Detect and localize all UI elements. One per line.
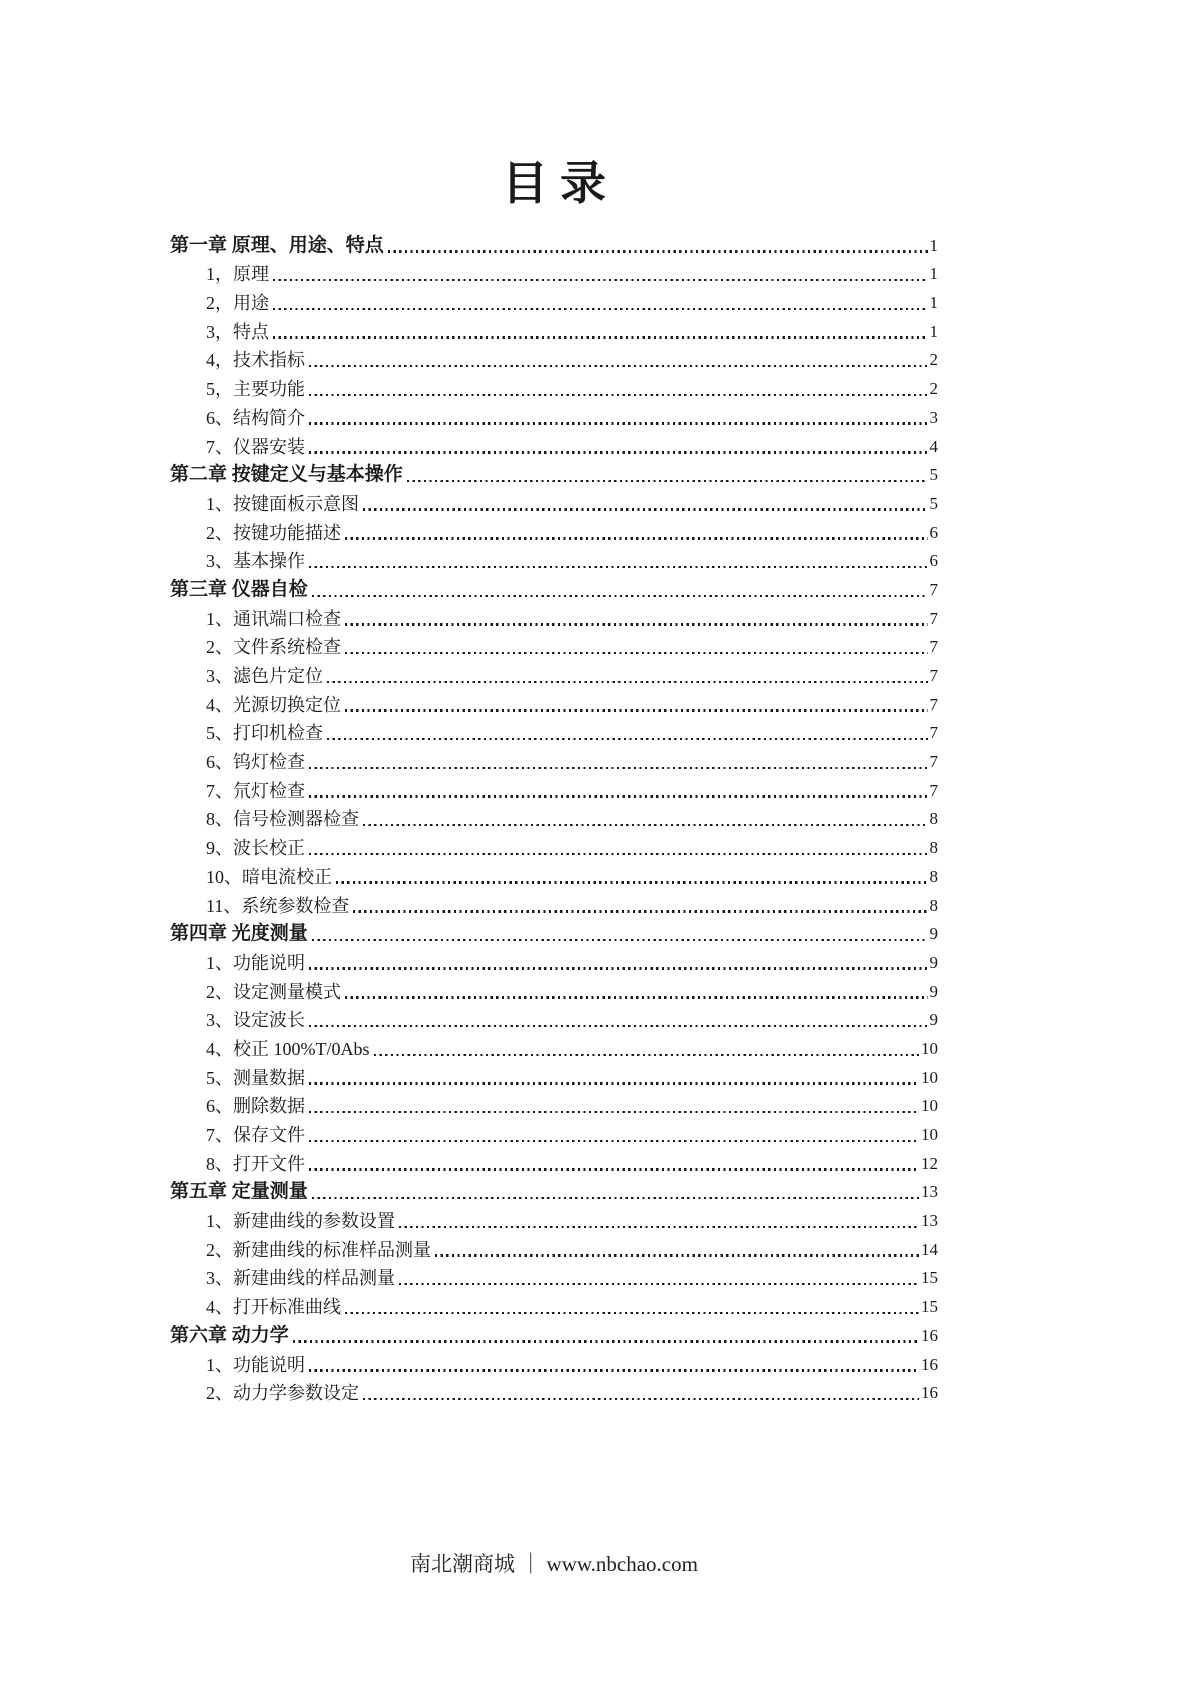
toc-dot-leader: [327, 738, 928, 740]
toc-page-number: 5: [929, 465, 938, 485]
toc-entry-label: 1、新建曲线的参数设置: [206, 1211, 395, 1232]
toc-page-number: 10: [921, 1038, 938, 1058]
toc-entry-label: 7、保存文件: [206, 1125, 305, 1145]
toc-page-number: 13: [921, 1211, 938, 1231]
toc-page-number: 7: [929, 666, 938, 685]
toc-list: [170, 229, 938, 1405]
toc-chapter-row: [170, 459, 938, 488]
toc-item-row: [170, 1090, 938, 1119]
toc-page-number: 7: [929, 694, 938, 714]
toc-entry-label: 3，特点: [206, 321, 269, 342]
toc-page-number: 7: [929, 780, 938, 800]
toc-page-number: 5: [929, 493, 938, 513]
toc-page-number: 13: [921, 1182, 938, 1202]
toc-dot-leader: [345, 996, 928, 998]
toc-item-row: [170, 889, 938, 918]
toc-dot-leader: [407, 480, 928, 482]
toc-chapter-row: [170, 918, 938, 947]
toc-page-number: 7: [929, 579, 938, 599]
toc-entry-label: 6、钨灯检查: [206, 752, 305, 773]
toc-page-number: 8: [929, 809, 938, 829]
toc-entry-label: 4、打开标准曲线: [206, 1297, 341, 1318]
toc-dot-leader: [309, 566, 928, 568]
toc-dot-leader: [293, 1340, 919, 1342]
toc-entry-label: 1，原理: [206, 264, 269, 285]
toc-item-row: [170, 1032, 938, 1061]
toc-page-number: 15: [921, 1268, 938, 1288]
toc-item-row: [170, 631, 938, 660]
toc-item-row: [170, 487, 938, 516]
toc-page-number: 10: [921, 1067, 938, 1087]
toc-entry-label: 4、光源切换定位: [206, 694, 341, 715]
toc-entry-label: 1、按键面板示意图: [206, 493, 359, 514]
toc-page-number: 16: [921, 1354, 938, 1374]
toc-entry-label: 第一章 原理、用途、特点: [170, 234, 384, 256]
toc-dot-leader: [399, 1226, 919, 1228]
toc-entry-label: 第四章 光度测量: [170, 923, 308, 945]
toc-item-row: [170, 1004, 938, 1033]
toc-entry-label: 3、基本操作: [206, 551, 305, 572]
toc-entry-label: 第六章 动力学: [170, 1324, 289, 1346]
toc-dot-leader: [273, 279, 928, 281]
toc-page-number: 3: [929, 407, 938, 427]
toc-page-number: 2: [929, 379, 938, 399]
footer-branding: 南北潮商城 ｜ www.nbchao.com: [410, 1552, 698, 1576]
toc-page-number: 7: [929, 752, 938, 772]
toc-dot-leader: [309, 1082, 919, 1084]
toc-page-number: 10: [921, 1096, 938, 1116]
toc-item-row: [170, 717, 938, 746]
toc-dot-leader: [309, 1369, 919, 1371]
toc-dot-leader: [345, 623, 928, 625]
toc-entry-label: 6、删除数据: [206, 1096, 305, 1117]
toc-entry-label: 3、新建曲线的样品测量: [206, 1268, 395, 1289]
page-title: 目录: [502, 158, 618, 209]
toc-content: [170, 156, 938, 1405]
toc-item-row: [170, 774, 938, 803]
toc-page-number: 8: [929, 866, 938, 886]
toc-dot-leader: [309, 394, 928, 396]
toc-chapter-row: [170, 1319, 938, 1348]
toc-item-row: [170, 1348, 938, 1377]
toc-chapter-row: [170, 1176, 938, 1205]
toc-dot-leader: [435, 1254, 919, 1256]
toc-item-row: [170, 831, 938, 860]
toc-entry-label: 3、设定波长: [206, 1010, 305, 1031]
toc-page-number: 10: [921, 1125, 938, 1144]
toc-entry-label: 10、暗电流校正: [206, 866, 332, 887]
toc-entry-label: 5、测量数据: [206, 1067, 305, 1088]
toc-page-number: 2: [929, 350, 938, 370]
toc-entry-label: 4，技术指标: [206, 350, 305, 371]
toc-item-row: [170, 1262, 938, 1291]
toc-item-row: [170, 258, 938, 287]
toc-item-row: [170, 602, 938, 631]
toc-dot-leader: [273, 336, 928, 338]
toc-dot-leader: [309, 767, 928, 769]
toc-page-number: 1: [929, 235, 938, 255]
toc-dot-leader: [309, 1140, 919, 1142]
toc-page-number: 1: [929, 293, 938, 313]
toc-dot-leader: [312, 595, 928, 597]
toc-dot-leader: [309, 967, 928, 969]
toc-entry-label: 2、动力学参数设定: [206, 1383, 359, 1404]
toc-item-row: [170, 1204, 938, 1233]
toc-page-number: 12: [921, 1153, 938, 1173]
toc-page-number: 7: [929, 723, 938, 743]
toc-entry-label: 11、系统参数检查: [206, 895, 350, 916]
toc-entry-label: 6、结构简介: [206, 407, 305, 428]
toc-dot-leader: [345, 537, 928, 539]
toc-page-number: 15: [921, 1297, 938, 1317]
toc-page-number: 9: [929, 981, 938, 1001]
toc-entry-label: 7、仪器安装: [206, 436, 305, 457]
toc-item-row: [170, 315, 938, 344]
toc-item-row: [170, 430, 938, 459]
toc-entry-label: 4、校正 100%T/0Abs: [206, 1038, 370, 1059]
toc-dot-leader: [345, 709, 928, 711]
toc-dot-leader: [273, 308, 928, 310]
toc-page-number: 8: [929, 895, 938, 915]
toc-entry-label: 第三章 仪器自检: [170, 578, 308, 600]
toc-dot-leader: [388, 250, 928, 252]
toc-dot-leader: [363, 508, 928, 510]
toc-dot-leader: [312, 939, 928, 941]
toc-page-number: 8: [929, 838, 938, 858]
toc-item-row: [170, 1290, 938, 1319]
toc-dot-leader: [309, 853, 928, 855]
toc-page-number: 1: [929, 264, 938, 284]
toc-item-row: [170, 860, 938, 889]
toc-item-row: [170, 975, 938, 1004]
toc-entry-label: 3、滤色片定位: [206, 666, 323, 686]
toc-entry-label: 7、氘灯检查: [206, 780, 305, 801]
toc-dot-leader: [309, 365, 928, 367]
toc-dot-leader: [309, 795, 928, 797]
toc-item-row: [170, 946, 938, 975]
toc-page-number: 16: [921, 1383, 938, 1403]
toc-page-number: 9: [929, 952, 938, 972]
toc-item-row: [170, 545, 938, 574]
toc-entry-label: 5，主要功能: [206, 379, 305, 400]
toc-item-row: [170, 1118, 938, 1147]
toc-chapter-row: [170, 229, 938, 258]
toc-entry-label: 2、设定测量模式: [206, 981, 341, 1002]
toc-entry-label: 第二章 按键定义与基本操作: [170, 464, 403, 486]
toc-dot-leader: [353, 910, 927, 912]
toc-page-number: 14: [921, 1239, 938, 1259]
toc-item-row: [170, 803, 938, 832]
toc-entry-label: 1、功能说明: [206, 952, 305, 973]
toc-dot-leader: [374, 1054, 920, 1056]
toc-dot-leader: [312, 1197, 919, 1199]
toc-entry-label: 2、新建曲线的标准样品测量: [206, 1239, 431, 1260]
toc-dot-leader: [327, 681, 928, 683]
toc-entry-label: 2、文件系统检查: [206, 637, 341, 658]
toc-page-number: 6: [929, 551, 938, 571]
toc-item-row: [170, 372, 938, 401]
toc-item-row: [170, 286, 938, 315]
toc-dot-leader: [363, 824, 928, 826]
toc-dot-leader: [399, 1283, 919, 1285]
toc-page-number: 7: [929, 637, 938, 657]
toc-page-number: 7: [929, 608, 938, 628]
toc-entry-label: 5、打印机检查: [206, 723, 323, 744]
toc-item-row: [170, 745, 938, 774]
toc-item-row: [170, 1147, 938, 1176]
toc-page-number: 9: [929, 1010, 938, 1030]
toc-entry-label: 8、信号检测器检查: [206, 809, 359, 830]
toc-entry-label: 8、打开文件: [206, 1153, 305, 1174]
toc-item-row: [170, 1377, 938, 1406]
toc-entry-label: 第五章 定量测量: [170, 1181, 308, 1203]
toc-page-number: 4: [929, 436, 938, 456]
toc-item-row: [170, 344, 938, 373]
toc-dot-leader: [309, 1111, 919, 1113]
toc-page-number: 1: [929, 321, 938, 341]
toc-dot-leader: [309, 1025, 928, 1027]
toc-item-row: [170, 516, 938, 545]
toc-entry-label: 1、功能说明: [206, 1354, 305, 1375]
toc-item-row: [170, 401, 938, 430]
toc-entry-label: 2，用途: [206, 293, 269, 314]
toc-entry-label: 9、波长校正: [206, 838, 305, 859]
toc-dot-leader: [309, 1168, 919, 1170]
toc-page-number: 9: [929, 924, 938, 944]
toc-chapter-row: [170, 573, 938, 602]
toc-page-number: 6: [929, 522, 938, 542]
toc-dot-leader: [309, 451, 928, 453]
toc-item-row: [170, 1061, 938, 1090]
toc-item-row: [170, 659, 938, 688]
toc-dot-leader: [345, 652, 928, 654]
toc-entry-label: 1、通讯端口检查: [206, 608, 341, 629]
toc-item-row: [170, 688, 938, 717]
toc-dot-leader: [363, 1398, 919, 1400]
toc-entry-label: 2、按键功能描述: [206, 522, 341, 543]
toc-item-row: [170, 1233, 938, 1262]
toc-page-number: 16: [921, 1325, 938, 1345]
toc-dot-leader: [336, 881, 928, 883]
toc-dot-leader: [309, 422, 928, 424]
toc-dot-leader: [345, 1312, 919, 1314]
